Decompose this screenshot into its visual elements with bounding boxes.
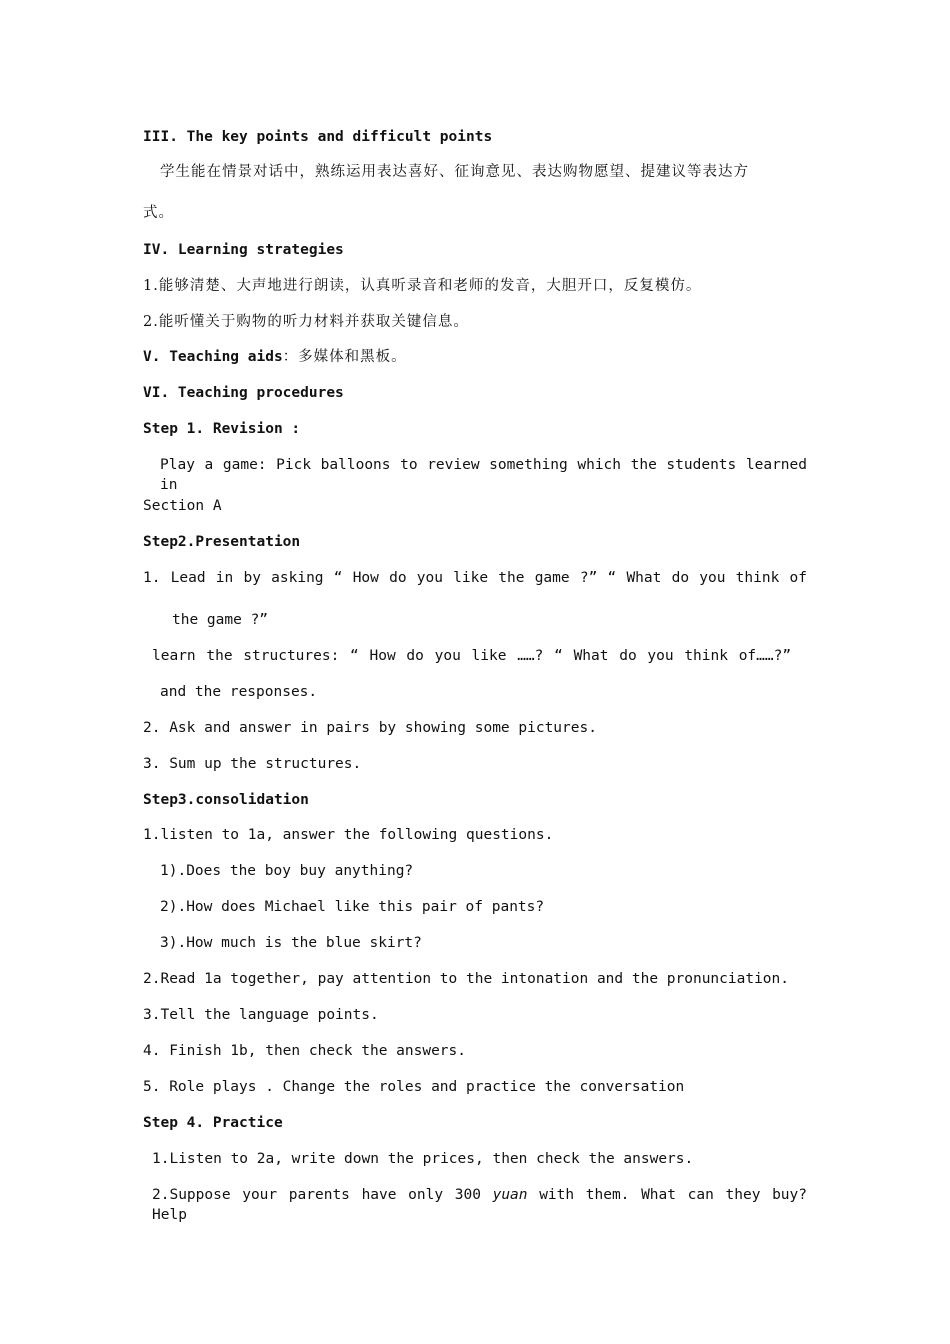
step3-question-1: 1).Does the boy buy anything? <box>160 863 414 879</box>
step3-question-3: 3).How much is the blue skirt? <box>160 935 422 951</box>
section-heading-learning-strategies: IV. Learning strategies <box>143 242 344 258</box>
step3-item1: 1.listen to 1a, answer the following questions. <box>143 827 554 843</box>
step3-item4: 4. Finish 1b, then check the answers. <box>143 1043 467 1059</box>
step3-heading: Step3.consolidation <box>143 792 309 808</box>
step3-item2: 2.Read 1a together, pay attention to the intonation and the pronunciation. <box>143 971 790 987</box>
step3-question-2: 2).How does Michael like this pair of pants? <box>160 899 545 915</box>
teaching-aids-line <box>143 347 407 367</box>
key-points-text-line1: 学生能在情景对话中，熟练运用表达喜好、征询意见、表达购物愿望、提建议等表达方 <box>160 164 749 180</box>
step2-item3: 3. Sum up the structures. <box>143 756 362 772</box>
step4-heading: Step 4. Practice <box>143 1115 283 1131</box>
step2-item1-line1: 1. Lead in by asking “ How do you like the game ?” “ What do you think of <box>143 570 807 586</box>
step1-heading: Step 1. Revision : <box>143 421 301 437</box>
step1-text-line1: Play a game: Pick balloons to review something which the students learned in <box>160 457 807 493</box>
strategy-item-2: 2.能听懂关于购物的听力材料并获取关键信息。 <box>143 314 469 330</box>
step4-item2-em: yuan <box>492 1187 528 1203</box>
step4-item1: 1.Listen to 2a, write down the prices, then check the answers. <box>152 1151 694 1167</box>
step2-heading: Step2.Presentation <box>143 534 301 550</box>
step4-item2-pre: 2.Suppose your parents have only 300 <box>152 1187 481 1203</box>
step3-item3: 3.Tell the language points. <box>143 1007 379 1023</box>
step2-learn-line2: and the responses. <box>160 684 318 700</box>
step2-learn-line1: learn the structures: “ How do you like ……? “ What do you think of……?” <box>152 648 792 664</box>
step4-item2-post: with them. What can they buy? Help <box>152 1187 807 1223</box>
step2-item1-line2: the game ?” <box>172 612 269 628</box>
step3-item5: 5. Role plays . Change the roles and practice the conversation <box>143 1079 685 1095</box>
section-heading-procedures: VI. Teaching procedures <box>143 385 344 401</box>
step4-item2 <box>152 1185 807 1225</box>
strategy-item-1: 1.能够清楚、大声地进行朗读，认真听录音和老师的发音，大胆开口，反复模仿。 <box>143 278 702 294</box>
section-heading-key-points: III. The key points and difficult points <box>143 129 493 145</box>
step2-item2: 2. Ask and answer in pairs by showing some pictures. <box>143 720 597 736</box>
key-points-text-line2: 式。 <box>143 205 174 221</box>
teaching-aids-value: ：多媒体和黑板。 <box>282 349 407 365</box>
teaching-aids-label: V. Teaching aids <box>143 349 283 365</box>
step1-text-line2: Section A <box>143 498 222 514</box>
